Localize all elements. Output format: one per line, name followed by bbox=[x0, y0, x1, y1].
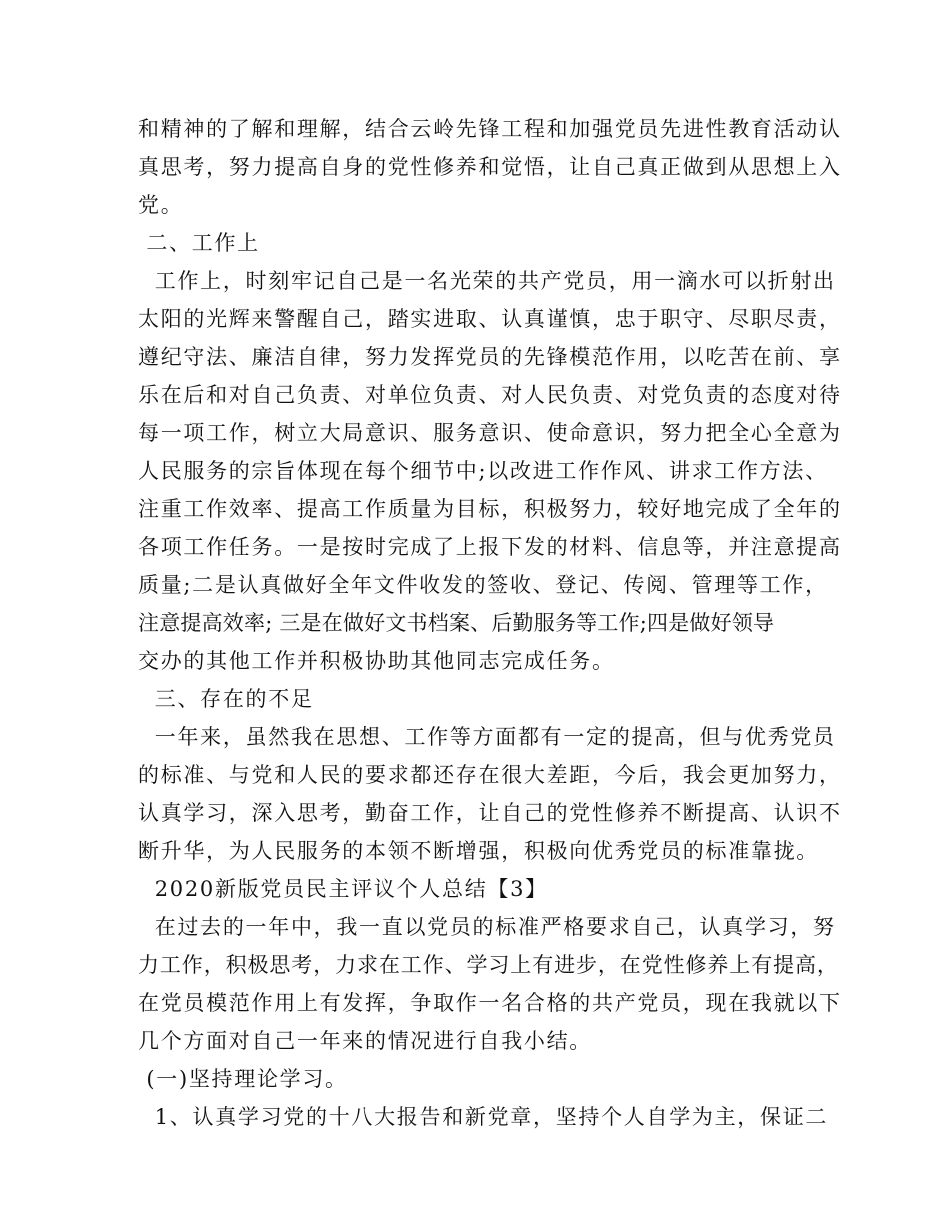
text-line: 和精神的了解和理解，结合云岭先锋工程和加强党员先进性教育活动认 bbox=[138, 117, 842, 141]
text-line: 乐在后和对自己负责、对单位负责、对人民负责、对党负责的态度对待 bbox=[138, 383, 842, 407]
text-line: 注重工作效率、提高工作质量为目标，积极努力，较好地完成了全年的 bbox=[138, 497, 842, 521]
text-line: 真思考，努力提高自身的党性修养和觉悟，让自己真正做到从思想上入 bbox=[138, 155, 842, 179]
text-line: 交办的其他工作并积极协助其他同志完成任务。 bbox=[138, 649, 615, 673]
section-heading: 二、工作上 bbox=[138, 231, 260, 255]
text-line: 1、认真学习党的十八大报告和新党章，坚持个人自学为主，保证二 bbox=[138, 1105, 829, 1129]
text-line: 注意提高效率; 三是在做好文书档案、后勤服务等工作;四是做好领导 bbox=[138, 611, 775, 635]
text-line: 在党员模范作用上有发挥，争取作一名合格的共产党员，现在我就以下 bbox=[138, 991, 842, 1015]
text-line: 一年来，虽然我在思想、工作等方面都有一定的提高，但与优秀党员 bbox=[138, 725, 836, 749]
text-line: 几个方面对自己一年来的情况进行自我小结。 bbox=[138, 1029, 592, 1053]
section-heading: 三、存在的不足 bbox=[138, 687, 314, 711]
text-line: 各项工作任务。一是按时完成了上报下发的材料、信息等，并注意提高 bbox=[138, 535, 842, 559]
text-line: 工作上，时刻牢记自己是一名光荣的共产党员，用一滴水可以折射出 bbox=[138, 269, 836, 293]
text-line: 的标准、与党和人民的要求都还存在很大差距，今后，我会更加努力， bbox=[138, 763, 842, 787]
text-line: 力工作，积极思考，力求在工作、学习上有进步，在党性修养上有提高， bbox=[138, 953, 839, 977]
text-line: 太阳的光辉来警醒自己，踏实进取、认真谨慎，忠于职守、尽职尽责， bbox=[138, 307, 842, 331]
section-heading: (一)坚持理论学习。 bbox=[138, 1067, 348, 1091]
text-line: 断升华，为人民服务的本领不断增强，积极向优秀党员的标准靠拢。 bbox=[138, 839, 819, 863]
text-line: 党。 bbox=[138, 193, 184, 217]
text-line: 遵纪守法、廉洁自律，努力发挥党员的先锋模范作用，以吃苦在前、享 bbox=[138, 345, 842, 369]
text-line: 在过去的一年中，我一直以党员的标准严格要求自己，认真学习，努 bbox=[138, 915, 836, 939]
article-title: 2020新版党员民主评议个人总结【3】 bbox=[138, 877, 548, 901]
text-line: 人民服务的宗旨体现在每个细节中;以改进工作作风、讲求工作方法、 bbox=[138, 459, 828, 483]
text-line: 认真学习，深入思考，勤奋工作，让自己的党性修养不断提高、认识不 bbox=[138, 801, 842, 825]
text-line: 质量;二是认真做好全年文件收发的签收、登记、传阅、管理等工作， bbox=[138, 573, 828, 597]
text-line: 每一项工作，树立大局意识、服务意识、使命意识，努力把全心全意为 bbox=[138, 421, 842, 445]
